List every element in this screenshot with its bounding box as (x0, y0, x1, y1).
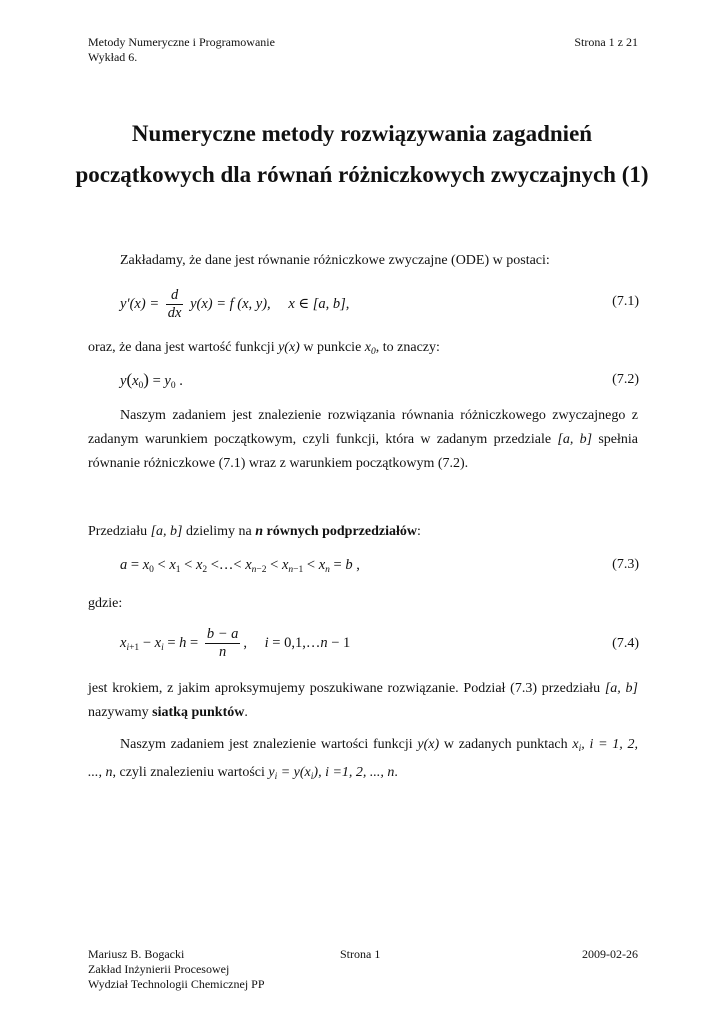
p4-text-1: Przedziału (88, 524, 151, 539)
p4-n: n (255, 524, 263, 539)
paragraph-initial-value (88, 336, 638, 364)
p6-range: , i = 1, 2, ..., n (88, 737, 638, 780)
p2-function: y(x) (278, 340, 300, 355)
p2-x0: $x_0$ (364, 340, 376, 357)
p2-text-2: w punkcie (299, 340, 365, 355)
equation-7-4: $x_{i+1} - x_i = h$ = $\frac{b - a}{n}$ , i = 0,1,…n − 1 (120, 626, 351, 660)
p6-text-2: w zadanych punktach (439, 737, 573, 752)
p4-text-2: dzielimy na (182, 524, 256, 539)
department-name: Zakład Inżynierii Procesowej (88, 962, 230, 976)
eq71-rhs: y(x) = f (x, y), (190, 295, 271, 312)
equation-number-7-4: (7.4) (612, 636, 639, 651)
p2-text-3: , to znaczy: (375, 340, 440, 355)
p5-interval: [a, b] (604, 681, 638, 696)
eq71-domain: x ∈ [a, b], (288, 295, 350, 312)
paragraph-task (88, 404, 638, 476)
eq71-d: d (166, 287, 184, 305)
p3-text-2: spełnia równanie różniczkowe (7.1) wraz z warunkiem początkowym (7.2). (88, 432, 639, 471)
paragraph-division (88, 520, 638, 544)
p5-text-1: jest krokiem, z jakim aproksymujemy poszukiwane rozwiązanie. Podział (7.3) przedziału (88, 681, 605, 696)
intro-paragraph: Zakładamy, że dane jest równanie różniczkowe zwyczajne (ODE) w postaci: (120, 253, 550, 268)
course-name: Metody Numeryczne i Programowanie (88, 35, 275, 49)
p5-text-2: nazywamy (88, 705, 153, 720)
equation-number-7-2: (7.2) (612, 372, 639, 387)
p3-text-1: Naszym zadaniem jest znalezienie rozwiązania równania różniczkowego zwyczajnego z zadanym warunkiem początkowym, czyli funkcji, która w zadanym przedziale (88, 408, 638, 447)
faculty-name: Wydział Technologii Chemicznej PP (88, 977, 265, 991)
eq71-lhs: y′(x) = (120, 295, 160, 312)
paragraph-step (88, 677, 638, 725)
p2-text-1: oraz, że dana jest wartość funkcji (88, 340, 279, 355)
equation-number-7-1: (7.1) (612, 294, 639, 309)
where-label: gdzie: (88, 596, 123, 611)
p6-yi-equation: $y_i = y(x_i)$, i =1, 2, ..., n (268, 765, 395, 782)
p5-text-3: . (244, 705, 248, 720)
p4-text-3: : (417, 524, 421, 539)
footer-page-number: Strona 1 (340, 947, 381, 961)
author-name: Mariusz B. Bogacki (88, 947, 185, 961)
equation-7-1 (120, 287, 349, 322)
p3-interval: [a, b] (557, 432, 593, 447)
page-footer-left (88, 947, 265, 992)
document-title: Numeryczne metody rozwiązywania zagadnień początkowych dla równań różniczkowych zwyczajnych (1) (75, 121, 649, 187)
p6-text-4: . (394, 765, 398, 780)
p6-text-1: Naszym zadaniem jest znalezienie wartości funkcji (120, 737, 418, 752)
equation-7-2: $y(x_0) = y_0$ . (120, 370, 183, 391)
footer-date: 2009-02-26 (582, 947, 638, 961)
eq71-derivative (166, 287, 184, 322)
p6-text-3: , czyli znalezieniu wartości (112, 765, 269, 780)
lecture-number: Wykład 6. (88, 50, 138, 64)
p6-function: y(x) (417, 737, 440, 752)
page-indicator: Strona 1 z 21 (574, 35, 638, 49)
page-header-left (88, 35, 275, 65)
p4-bold-text: równych podprzedziałów (263, 524, 417, 539)
eq71-dx: dx (167, 305, 182, 321)
paragraph-goal (88, 733, 638, 789)
equation-7-3: $a = x_0 < x_1 < x_2$ <…< $x_{n-2} < x_{n-1} < x_n = b$ , (120, 557, 360, 575)
p6-xi: $x_i$ (572, 737, 582, 754)
p5-bold-text: siatką punktów (152, 705, 245, 720)
equation-number-7-3: (7.3) (612, 557, 639, 572)
p4-interval: [a, b] (150, 524, 183, 539)
